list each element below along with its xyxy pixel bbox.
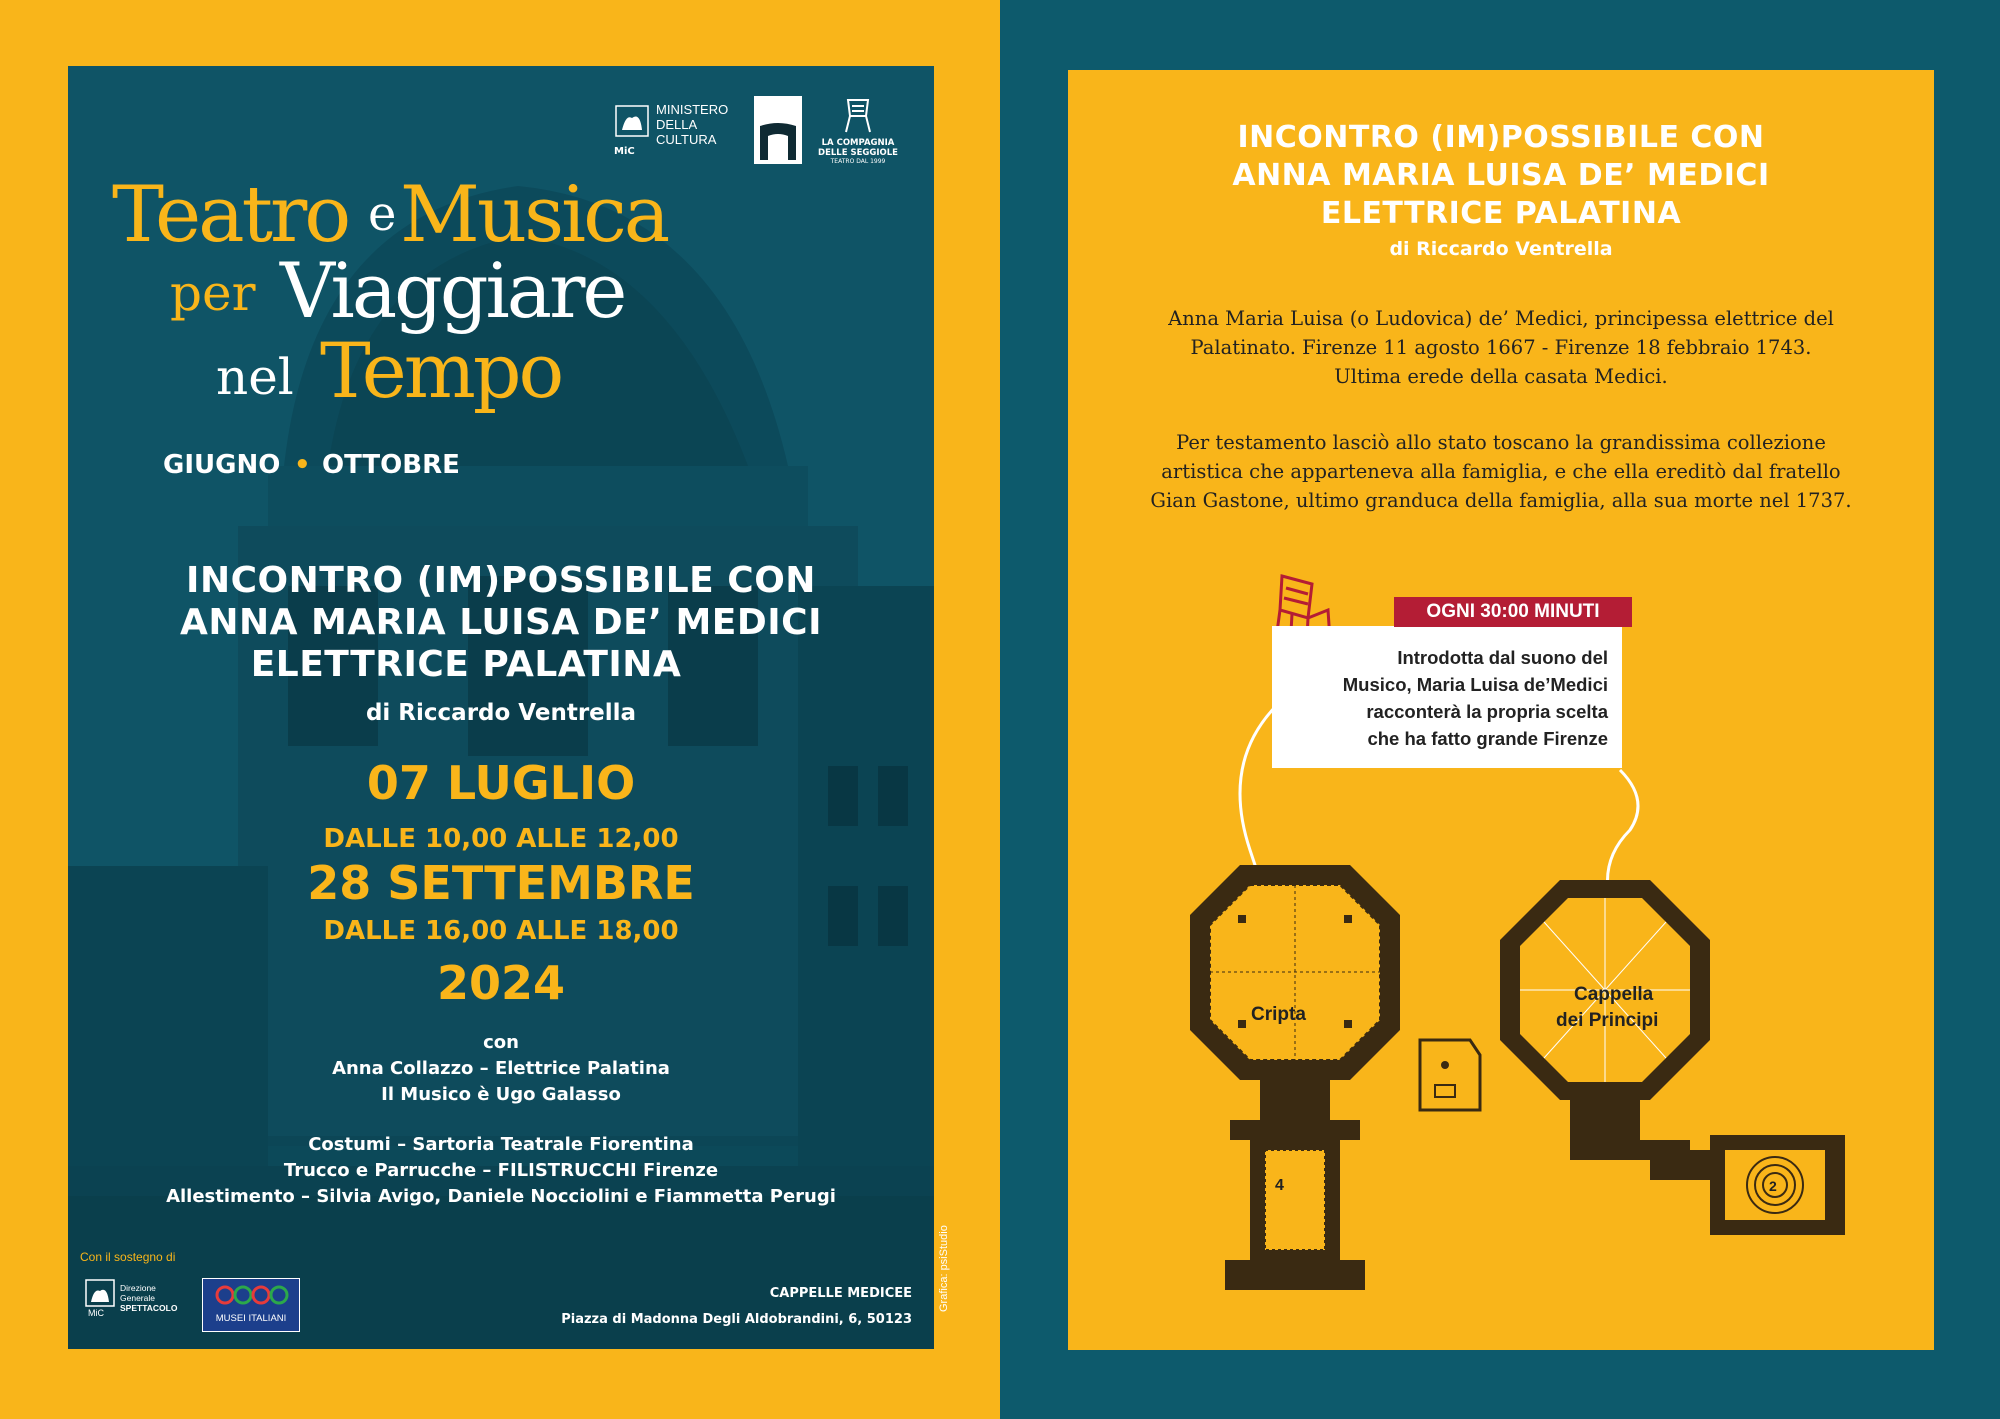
period-giugno: GIUGNO [163, 450, 281, 480]
ministero-emblem-icon [614, 104, 650, 146]
info-heading-line3: ELETTRICE PALATINA [1320, 196, 1682, 231]
musei-italiani-logo [202, 1278, 300, 1332]
direzione-spettacolo-logo [84, 1278, 177, 1318]
map-number-2: 2 [1769, 1178, 1777, 1194]
event-author: di Riccardo Ventrella [365, 700, 637, 726]
time-september: DALLE 16,00 ALLE 18,00 [323, 916, 679, 946]
legacy-paragraph [1068, 428, 1934, 515]
compagnia-line1: LA COMPAGNIA [821, 138, 895, 148]
cast-line1: Anna Collazzo – Elettrice Palatina [332, 1058, 670, 1079]
cappella-label-2: dei Principi [1556, 1010, 1659, 1031]
map-number-4: 4 [1275, 1177, 1284, 1194]
bio-line2: Palatinato. Firenze 11 agosto 1667 - Firenze 18 febbraio 1743. [1190, 336, 1812, 359]
callout-line4: che ha fatto grande Firenze [1367, 728, 1608, 749]
dg-line3: SPETTACOLO [120, 1303, 178, 1313]
chair-hand-icon [838, 96, 878, 134]
ministero-line3: CULTURA [656, 132, 717, 147]
compagnia-line2: DELLE SEGGIOLE [818, 148, 898, 158]
cripta-plan [1190, 865, 1400, 1290]
ministero-line1: MINISTERO [656, 102, 729, 117]
title-tempo: Tempo [320, 326, 562, 415]
ministero-line2: DELLA [656, 117, 698, 132]
ministero-abbr: MiC [614, 146, 635, 157]
event-title-line3: ELETTRICE PALATINA [250, 644, 682, 685]
musei-italiani-text: MUSEI ITALIANI [215, 1313, 287, 1324]
credit-trucco: Trucco e Parrucche – FILISTRUCCHI Firenze [283, 1160, 719, 1181]
title-nel: nel [216, 348, 294, 406]
title-musica: Musica [400, 170, 668, 260]
bio-line1: Anna Maria Luisa (o Ludovica) de’ Medici, principessa elettrice del [1168, 307, 1834, 330]
bargello-emblem-icon [754, 96, 802, 164]
legacy-line2: artistica che apparteneva alla famiglia, e che ella ereditò dal fratello [1161, 460, 1841, 483]
event-title-line1: INCONTRO (IM)POSSIBILE CON [186, 560, 816, 601]
ministero-cultura-logo [614, 102, 729, 157]
dg-line1: Direzione [120, 1283, 156, 1293]
date-september: 28 SETTEMBRE [307, 856, 695, 910]
callout-line1: Introdotta dal suono del [1397, 647, 1608, 668]
sostegno-label: Con il sostegno di [80, 1250, 176, 1264]
venue-address: Piazza di Madonna Degli Aldobrandini, 6, 50123 [561, 1312, 912, 1327]
time-july: DALLE 10,00 ALLE 12,00 [323, 824, 679, 854]
bio-paragraph [1068, 304, 1934, 391]
grafica-credit: Grafica: psiStudio [938, 1225, 950, 1312]
bio-line3: Ultima erede della casata Medici. [1334, 365, 1668, 388]
info-author: di Riccardo Ventrella [1389, 238, 1613, 260]
event-year: 2024 [436, 956, 566, 1010]
bargello-logo [754, 96, 802, 164]
legacy-line1: Per testamento lasciò allo stato toscano la grandissima collezione [1176, 431, 1826, 454]
title-viaggiare: Viaggiare [280, 246, 625, 335]
compagnia-seggiole-logo [813, 96, 903, 166]
period-separator-dot: • [294, 450, 311, 480]
credit-allestimento: Allestimento – Silvia Avigo, Daniele Nocciolini e Fiammetta Perugi [166, 1186, 836, 1207]
title-per: per [170, 264, 256, 322]
cast-line2: Il Musico è Ugo Galasso [381, 1084, 621, 1105]
venue-name: CAPPELLE MEDICEE [769, 1286, 912, 1301]
dg-line2: Generale [120, 1293, 155, 1303]
callout-line3: racconterà la propria scelta [1366, 701, 1608, 722]
period-ottobre: OTTOBRE [322, 450, 460, 480]
event-title-line2: ANNA MARIA LUISA DE’ MEDICI [179, 602, 822, 643]
compagnia-line3: TEATRO DAL 1999 [830, 158, 886, 165]
chapels-floor-plan [1150, 860, 1860, 1300]
title-e: e [368, 186, 397, 242]
cappella-label-1: Cappella [1574, 984, 1654, 1005]
cast-con: con [483, 1032, 519, 1053]
credit-costumi: Costumi – Sartoria Teatrale Fiorentina [308, 1134, 694, 1155]
date-july: 07 LUGLIO [366, 756, 636, 810]
info-heading-line1: INCONTRO (IM)POSSIBILE CON [1237, 120, 1765, 155]
event-poster [68, 66, 934, 1349]
cripta-label: Cripta [1251, 1004, 1306, 1025]
legacy-line3: Gian Gastone, ultimo granduca della famiglia, alla sua morte nel 1737. [1150, 489, 1852, 512]
cappella-principi-plan [1500, 880, 1845, 1235]
musei-italiani-emblem-icon [203, 1279, 299, 1309]
frequency-tag: OGNI 30:00 MINUTI [1394, 597, 1632, 627]
title-teatro: Teatro [112, 170, 349, 260]
info-heading-line2: ANNA MARIA LUISA DE’ MEDICI [1232, 158, 1770, 193]
callout-line2: Musico, Maria Luisa de’Medici [1342, 674, 1608, 695]
mic-emblem-icon [84, 1278, 116, 1318]
small-building-plan [1420, 1040, 1480, 1110]
mic-abbr-text: MiC [88, 1308, 104, 1318]
